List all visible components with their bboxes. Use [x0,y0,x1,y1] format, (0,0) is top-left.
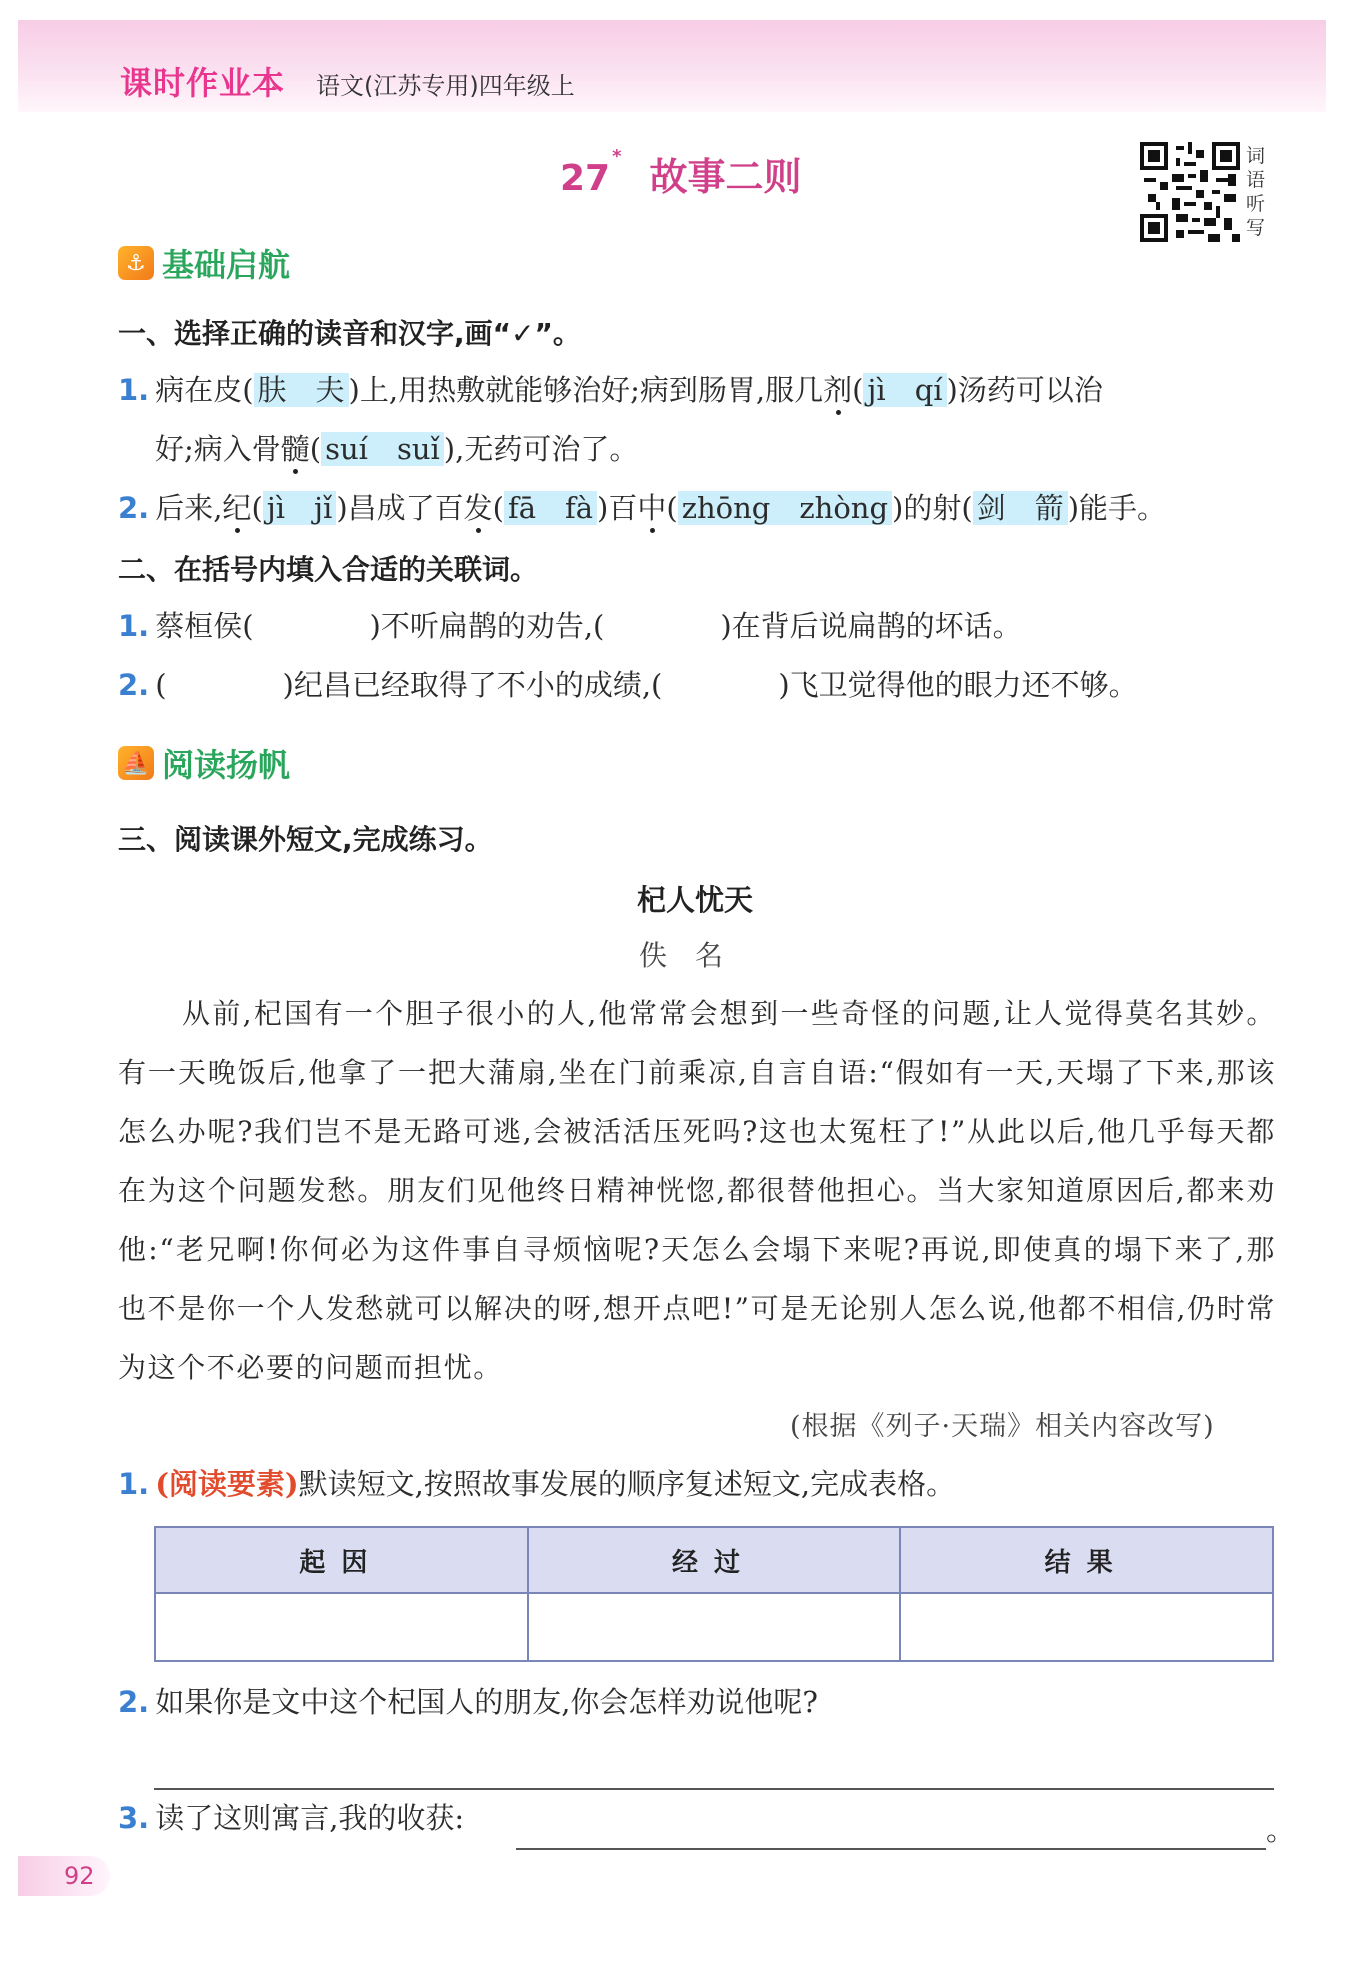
answer-cell-process[interactable] [528,1593,901,1661]
passage-author: 佚名 [638,939,751,972]
section-basics [118,240,290,286]
text-segment: )能手。 [1067,491,1167,525]
text-segment: ( [251,491,263,525]
question-1-item-2 [118,486,1166,527]
question-2-heading: 二、在括号内填入合适的关联词。 [118,553,539,586]
anchor-icon: ⚓ [118,246,154,280]
item-text: 读了这则寓言,我的收获: [155,1801,465,1835]
passage-source: (根据《列子·天瑞》相关内容改写) [790,1411,1215,1442]
lesson-number: 27 [560,158,611,199]
item-text: 蔡桓侯( )不听扁鹊的劝告,( )在背后说扁鹊的坏话。 [155,609,1022,643]
question-1-heading: 一、选择正确的读音和汉字,画“✓”。 [118,317,581,350]
item-text: 如果你是文中这个杞国人的朋友,你会怎样劝说他呢? [155,1685,818,1719]
question-2-item-2[interactable] [118,663,1138,704]
section-reading [118,740,290,786]
text-segment: 后来, [155,491,223,525]
item-number: 2. [118,1685,150,1719]
option-highlight[interactable]: 肤 夫 [254,373,349,407]
item-number: 1. [118,1467,150,1501]
text-segment: )汤药可以治 [946,373,1103,407]
dotted-character: 中 [637,491,667,525]
table-header-process: 经过 [528,1527,901,1593]
question-3-heading: 三、阅读课外短文,完成练习。 [118,823,493,856]
text-segment: ( [666,491,678,525]
text-segment: ( [492,491,504,525]
text-segment: )百 [597,491,638,525]
reading-element-tag: (阅读要素) [155,1467,299,1501]
passage-title: 杞人忧天 [636,883,753,917]
option-highlight[interactable]: zhōng zhòng [678,491,892,525]
text-segment: ),无药可治了。 [443,432,639,466]
answer-cell-cause[interactable] [155,1593,528,1661]
item-text: 默读短文,按照故事发展的顺序复述短文,完成表格。 [298,1467,956,1501]
answer-line-q3-2[interactable] [154,1788,1274,1790]
text-segment: ( [852,373,864,407]
dotted-character: 剂 [823,373,853,407]
story-table [154,1526,1274,1662]
text-segment: 好;病入骨 [155,432,281,466]
qr-label: 词语听写 [1246,145,1266,239]
option-highlight[interactable]: suí suǐ [321,432,444,466]
question-3-item-3 [118,1796,464,1837]
option-highlight[interactable]: jì qí [863,373,946,407]
option-highlight[interactable]: jì jǐ [263,491,337,525]
item-number: 2. [118,668,150,702]
text-segment: ( [309,432,322,466]
question-1-item-1-line-1 [118,368,1103,409]
option-highlight[interactable]: fā fà [504,491,597,525]
brand-title: 课时作业本 [120,64,286,102]
question-1-item-1-line-2 [155,427,638,468]
item-number: 1. [118,373,150,407]
text-segment: )上,用热敷就能够治好;病到肠胃,服几 [348,373,824,407]
item-number: 1. [118,609,150,643]
text-segment: )的射( [892,491,973,525]
lesson-name: 故事二则 [649,155,802,199]
dotted-character: 纪 [222,491,252,525]
lesson-star: * [612,146,622,167]
question-3-item-3-end: 。 [1266,1813,1296,1847]
page-number: 92 [18,1856,110,1896]
question-3-item-2 [118,1680,818,1721]
question-2-item-1[interactable] [118,604,1022,645]
table-header-result: 结果 [900,1527,1273,1593]
option-highlight[interactable]: 剑 箭 [973,491,1068,525]
sail-icon: ⛵ [118,746,154,780]
answer-cell-result[interactable] [900,1593,1273,1661]
item-number: 3. [118,1801,150,1835]
item-number: 2. [118,491,150,525]
text-segment: 病在皮( [155,373,254,407]
dotted-character: 发 [463,491,493,525]
dotted-character: 髓 [280,432,310,466]
section-reading-label: 阅读扬帆 [162,746,291,784]
passage-body: 从前,杞国有一个胆子很小的人,他常常会想到一些奇怪的问题,让人觉得莫名其妙。有一天晚饭后,他拿了一把大蒲扇,坐在门前乘凉,自言自语:“假如有一天,天塌了下来,那该怎么办呢?我们岂不是无路可逃,会被活活压死吗?这也太冤枉了!”从此以后,他几乎每天都在为这个问题发愁。朋友们见他终日精神恍惚,都很替他担心。当大家知道原因后,都来劝他:“老兄啊!你何必为这件事自寻烦恼呢?天怎么会塌下来呢?再说,即使真的塌下来了,那也不是你一个人发愁就可以解决的呀,想开点吧!”可是无论别人怎么说,他都不相信,仍时常为这个不必要的问题而担忧。 [118,997,1276,1384]
subject-label: 语文(江苏专用)四年级上 [316,72,575,100]
qr-code-icon[interactable] [1140,142,1240,242]
section-basics-label: 基础启航 [162,246,291,284]
table-header-cause: 起因 [155,1527,528,1593]
answer-line-q3-3[interactable] [516,1848,1266,1850]
lesson-title [560,146,802,201]
text-segment: )昌成了百 [336,491,464,525]
question-3-item-1 [118,1462,955,1503]
item-text: ( )纪昌已经取得了不小的成绩,( )飞卫觉得他的眼力还不够。 [155,668,1138,702]
